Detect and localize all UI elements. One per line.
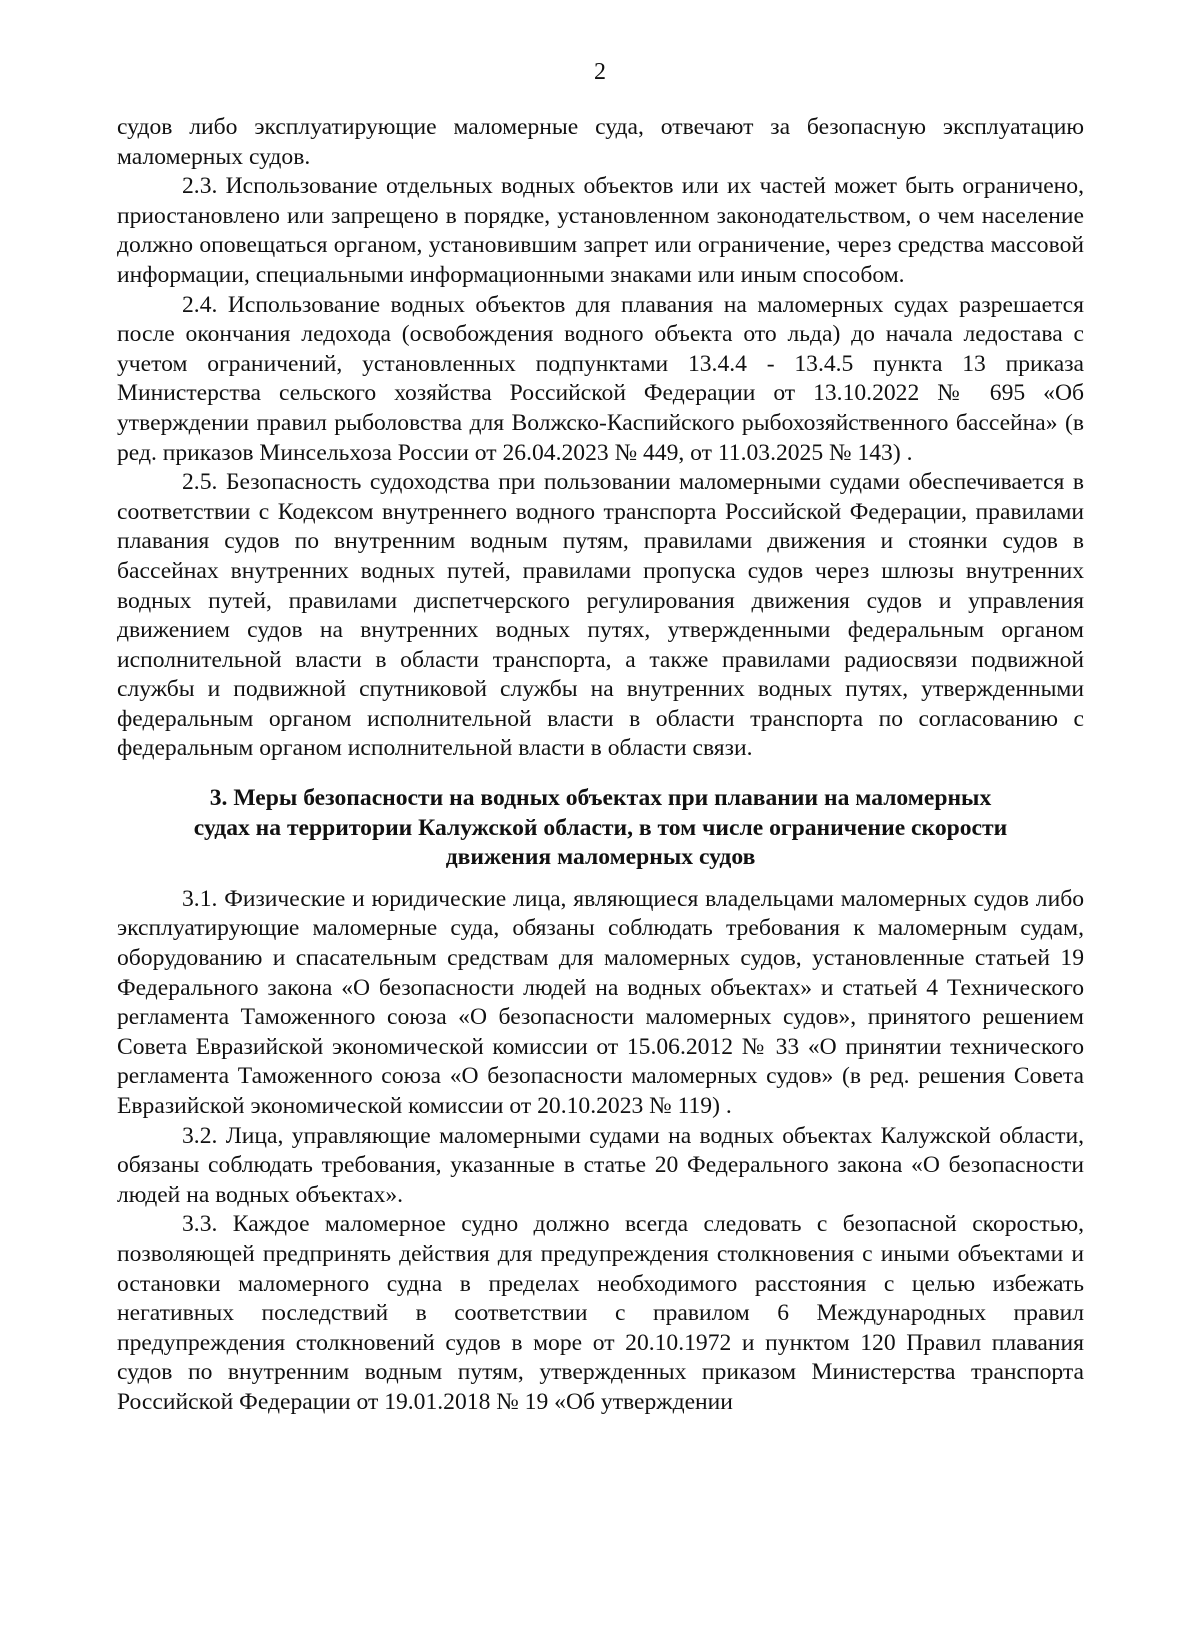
section-heading-line: движения маломерных судов: [445, 844, 756, 871]
paragraph-2-4: 2.4. Использование водных объектов для плавания на маломерных судах разрешается после окончания ледохода (освобождения водного объекта ото льда) до начала ледостава с учетом ограничений, установленных подпунктами 13.4.4 - 13.4.5 пункта 13 приказа Министерства сельского хозяйства Российской Федерации от 13.10.2022 № 695 «Об утверждении правил рыболовства для Волжско-Каспийского рыбохозяйственного бассейна» (в ред. приказов Минсельхоза России от 26.04.2023 № 449, от 11.03.2025 № 143) .: [117, 291, 1084, 466]
paragraph-3-2: 3.2. Лица, управляющие маломерными судами на водных объектах Калужской области, обязаны соблюдать требования, указанные в статье 20 Федерального закона «О безопасности людей на водных объектах».: [117, 1122, 1084, 1208]
paragraph-2-3: 2.3. Использование отдельных водных объектов или их частей может быть ограничено, приостановлено или запрещено в порядке, установленном законодательством, о чем население должно оповещаться органом, установившим запрет или ограничение, через средства массовой информации, специальными информационными знаками или иным способом.: [117, 173, 1084, 288]
paragraph-3-3: 3.3. Каждое маломерное судно должно всегда следовать с безопасной скоростью, позволяющей предпринять действия для предупреждения столкновения с иными объектами и остановки маломерного судна в пределах необходимого расстояния с целью избежать негативных последствий в соответствии с правилом 6 Международных правил предупреждения столкновений судов в море от 20.10.1972 и пунктом 120 Правил плавания судов по внутренним водным путям, утвержденных приказом Министерства транспорта Российской Федерации от 19.01.2018 № 19 «Об утверждении: [117, 1211, 1084, 1415]
section-heading-line: судах на территории Калужской области, в том числе ограничение скорости: [193, 814, 1008, 841]
document-body: [117, 113, 1084, 1418]
section-heading-3: [117, 784, 1084, 873]
paragraph-continuation: судов либо эксплуатирующие маломерные суда, отвечают за безопасную эксплуатацию маломерных судов.: [117, 114, 1084, 170]
paragraph-3-1: 3.1. Физические и юридические лица, являющиеся владельцами маломерных судов либо эксплуатирующие маломерные суда, обязаны соблюдать требования к маломерным судам, оборудованию и спасательным средствам для маломерных судов, установленные статьей 19 Федерального закона «О безопасности людей на водных объектах» и статьей 4 Технического регламента Таможенного союза «О безопасности маломерных судов», принятого решением Совета Евразийской экономической комиссии от 15.06.2012 № 33 «О принятии технического регламента Таможенного союза «О безопасности маломерных судов» (в ред. решения Совета Евразийской экономической комиссии от 20.10.2023 № 119) .: [117, 885, 1084, 1119]
paragraph-2-5: 2.5. Безопасность судоходства при пользовании маломерными судами обеспечивается в соответствии с Кодексом внутреннего водного транспорта Российской Федерации, правилами плавания судов по внутренним водным путям, правилами движения и стоянки судов в бассейнах внутренних водных путей, правилами пропуска судов через шлюзы внутренних водных путей, правилами диспетчерского регулирования движения судов и управления движением судов на внутренних водных путях, утвержденными федеральным органом исполнительной власти в области транспорта, а также правилами радиосвязи подвижной службы и подвижной спутниковой службы на внутренних водных путях, утвержденными федеральным органом исполнительной власти в области транспорта по согласованию с федеральным органом исполнительной власти в области связи.: [117, 469, 1084, 762]
page-number: 2: [594, 59, 606, 85]
section-heading-line: 3. Меры безопасности на водных объектах при плавании на маломерных: [209, 785, 992, 812]
